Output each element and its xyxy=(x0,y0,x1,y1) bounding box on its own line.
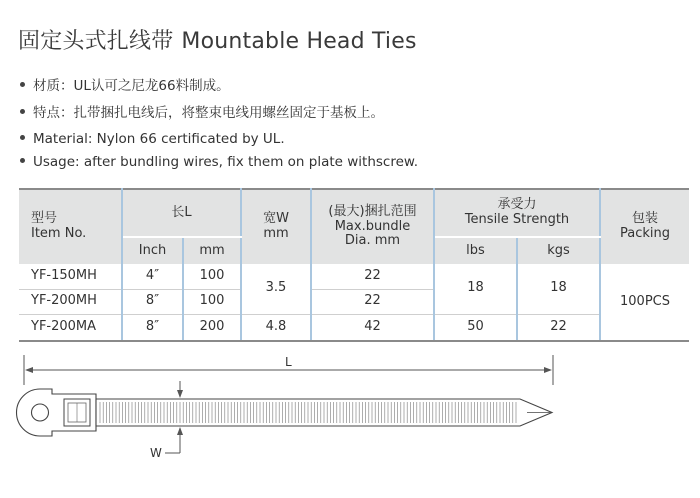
cell-model: YF-200MA xyxy=(19,314,122,341)
spec-table xyxy=(19,188,689,342)
table-row xyxy=(19,264,689,289)
header-bundle-cn: (最大)捆扎范围 xyxy=(328,203,417,219)
cable-tie-strap xyxy=(96,399,552,426)
length-label: L xyxy=(285,355,292,369)
cell-inch: 8″ xyxy=(122,314,183,341)
cell-mm: 200 xyxy=(183,314,241,341)
arrow-left-icon xyxy=(25,367,33,373)
cell-width-merged: 3.5 xyxy=(241,264,311,314)
bullet-text: 材质：UL认可之尼龙66料制成。 xyxy=(33,78,230,94)
header-model-cn: 型号 xyxy=(31,211,58,227)
header-row-1 xyxy=(19,189,689,237)
cell-kgs-merged: 18 xyxy=(517,264,600,314)
header-mm: mm xyxy=(183,237,241,264)
header-width-cn: 宽W xyxy=(263,211,289,227)
bullet-text: 特点：扎带捆扎电线后，将整束电线用螺丝固定于基板上。 xyxy=(33,105,384,121)
arrow-right-icon xyxy=(544,367,552,373)
cell-model: YF-150MH xyxy=(19,264,122,289)
length-dimension xyxy=(24,355,553,385)
header-bundle-en1: Max.bundle xyxy=(334,218,411,234)
header-packing-en: Packing xyxy=(619,226,670,241)
cell-lbs-merged: 18 xyxy=(434,264,517,314)
cell-model: YF-200MH xyxy=(19,289,122,314)
bullet-dot-icon xyxy=(20,135,25,140)
bullet-dot-icon xyxy=(20,82,25,87)
cable-tie-head xyxy=(17,389,96,436)
page-title xyxy=(18,24,417,55)
bullet-usage-en xyxy=(20,154,418,170)
header-bundle-en2: Dia. mm xyxy=(344,233,401,249)
bullet-dot-icon xyxy=(20,109,25,114)
cell-lbs: 50 xyxy=(434,314,517,341)
cell-mm: 100 xyxy=(183,289,241,314)
cell-kgs: 22 xyxy=(517,314,600,341)
header-bundle xyxy=(311,189,434,264)
header-width-unit: mm xyxy=(263,226,289,241)
header-length: 长L xyxy=(122,189,241,237)
bullet-dot-icon xyxy=(20,158,25,163)
header-tensile-en: Tensile Strength xyxy=(464,212,570,227)
bullet-feature-cn xyxy=(20,101,384,121)
header-model-en: Item No. xyxy=(31,226,87,241)
header-tensile-cn: 承受力 xyxy=(497,197,537,213)
bullet-text: Material: Nylon 66 certificated by UL. xyxy=(33,131,285,147)
header-model xyxy=(19,189,122,264)
cable-tie-drawing xyxy=(0,345,700,498)
arrow-up-icon xyxy=(177,427,183,435)
cell-inch: 8″ xyxy=(122,289,183,314)
title-chinese: 固定头式扎线带 xyxy=(18,29,174,54)
cell-bundle: 22 xyxy=(311,289,434,314)
bullet-material-cn xyxy=(20,74,230,94)
header-tensile xyxy=(434,189,600,237)
cell-mm: 100 xyxy=(183,264,241,289)
screw-hole-icon xyxy=(32,404,49,421)
cell-bundle: 42 xyxy=(311,314,434,341)
header-packing-cn: 包装 xyxy=(631,211,658,227)
table-row xyxy=(19,314,689,341)
bullet-text: Usage: after bundling wires, fix them on plate withscrew. xyxy=(33,154,418,170)
header-inch: Inch xyxy=(122,237,183,264)
cell-bundle: 22 xyxy=(311,264,434,289)
header-kgs: kgs xyxy=(517,237,600,264)
arrow-down-icon xyxy=(177,390,183,398)
cell-width: 4.8 xyxy=(241,314,311,341)
cell-packing-merged: 100PCS xyxy=(600,264,689,341)
header-packing xyxy=(600,189,689,264)
width-label: W xyxy=(150,446,162,460)
bullet-material-en xyxy=(20,131,285,147)
header-lbs: lbs xyxy=(434,237,517,264)
header-width xyxy=(241,189,311,264)
title-english: Mountable Head Ties xyxy=(181,29,417,54)
cell-inch: 4″ xyxy=(122,264,183,289)
